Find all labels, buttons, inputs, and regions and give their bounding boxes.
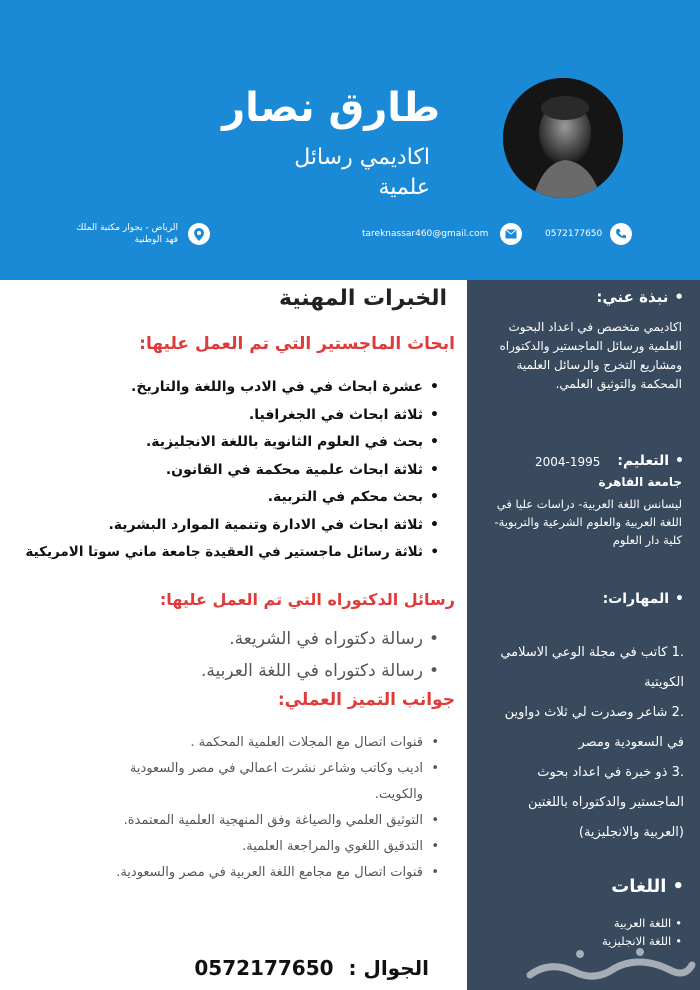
excellence-heading: جوانب التميز العملي: [277, 690, 455, 710]
contact-email-text: tareknassar460@gmail.com [362, 229, 489, 239]
list-item: • قنوات اتصال مع مجامع اللغة العربية في مصر والسعودية. [113, 860, 423, 886]
phone-label: الجوال : [348, 956, 429, 980]
about-heading: •نبذة عني: [596, 288, 684, 306]
education-heading: •التعليم: [617, 453, 684, 469]
list-item: • ثلاثة رسائل ماجستير في العقيدة جامعة ماني سوتا الامريكية [0, 539, 423, 567]
masters-list [0, 374, 445, 567]
location-icon [188, 223, 210, 245]
list-item: • عشرة ابحاث في في الادب واللغة والتاريخ. [0, 374, 423, 402]
about-text: اكاديمي متخصص في اعداد البحوث العلمية ورسائل الماجستير والدكتوراه ومشاريع التخرج والرسائل العلمية المحكمة والتوثيق العلمي. [499, 320, 682, 391]
languages-heading: •اللغات [611, 876, 684, 897]
list-item: • ثلاثة ابحاث في الجغرافيا. [0, 402, 423, 430]
header-banner [0, 0, 700, 280]
phone-number[interactable]: 0572177650 [194, 956, 334, 980]
contact-phone-text: 0572177650 [545, 229, 603, 239]
skill-item: .1 كاتب في مجلة الوعي الاسلامي الكويتية [500, 645, 684, 690]
email-icon [500, 223, 522, 245]
contact-email[interactable] [362, 222, 522, 246]
language-item: •اللغة الانجليزية [601, 934, 682, 948]
contact-address-text: الرياض - بجوار مكتبة الملك فهد الوطنية [76, 223, 178, 245]
excellence-list [113, 730, 445, 886]
education-details: ليسانس اللغة العربية- دراسات عليا في اللغة العربية والعلوم الشرعية والتربوية- كلية دار العلوم [494, 497, 682, 547]
watermark-logo [520, 940, 700, 990]
skills-heading: •المهارات: [602, 591, 684, 607]
list-item: • بحث في العلوم الثانوية باللغة الانجليزية. [0, 429, 423, 457]
phone-icon [610, 223, 632, 245]
list-item: • رسالة دكتوراه في الشريعة. [23, 623, 423, 655]
job-title-line2: علمية [378, 175, 430, 200]
job-title-line1: اكاديمي رسائل [294, 145, 430, 170]
skill-item: .2 شاعر وصدرت لي ثلاث دواوين في السعودية ومصر [504, 705, 684, 750]
main-content [0, 280, 467, 990]
list-item: • اديب وكاتب وشاعر نشرت اعمالي في مصر والسعودية والكويت. [113, 756, 423, 808]
contact-address[interactable] [62, 222, 212, 246]
list-item: • رسالة دكتوراه في اللغة العربية. [23, 655, 423, 687]
list-item: • قنوات اتصال مع المجلات العلمية المحكمة . [113, 730, 423, 756]
language-item: •اللغة العربية [613, 916, 682, 930]
experience-heading: الخبرات المهنية [278, 286, 447, 311]
phd-heading: رسائل الدكتوراه التي تم العمل عليها: [159, 590, 455, 609]
list-item: • بحث محكم في التربية. [0, 484, 423, 512]
list-item: • التوثيق العلمي والصياغة وفق المنهجية العلمية المعتمدة. [113, 808, 423, 834]
education-university: جامعة القاهرة [598, 475, 682, 489]
contact-phone[interactable] [545, 222, 632, 246]
list-item: • التدقيق اللغوي والمراجعة العلمية. [113, 834, 423, 860]
list-item: • ثلاثة ابحاث علمية محكمة في القانون. [0, 457, 423, 485]
education-years: 2004-1995 [535, 455, 601, 469]
phd-list [23, 623, 445, 687]
list-item: • ثلاثة ابحاث في الادارة وتنمية الموارد البشرية. [0, 512, 423, 540]
sidebar [467, 280, 700, 990]
person-name: طارق نصار [222, 85, 440, 131]
skill-item: .3 ذو خبرة في اعداد بحوث الماجستير والدكتوراه باللغتين (العربية والانجليزية) [527, 765, 684, 840]
job-title [230, 143, 430, 203]
phone-footer [194, 956, 429, 980]
skills-list [489, 638, 684, 848]
avatar [503, 78, 623, 198]
masters-heading: ابحاث الماجستير التي تم العمل عليها: [139, 334, 455, 354]
